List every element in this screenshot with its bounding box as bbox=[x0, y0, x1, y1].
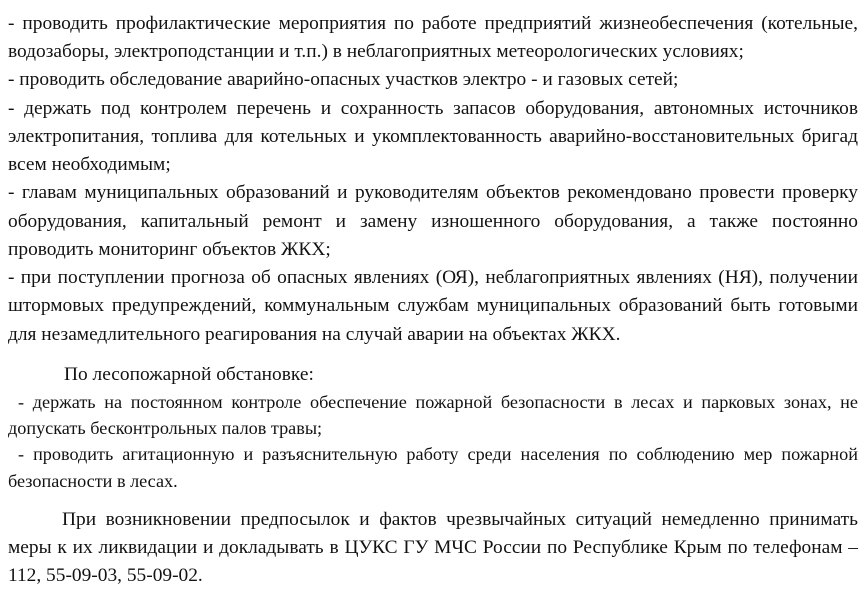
paragraph-bullet-forecast-response: - при поступлении прогноза об опасных явлениях (ОЯ), неблагоприятных явлениях (НЯ), получении штормовых предупреждений, коммунальным службам муниципальных образований быть готовыми для незамедлительного реагирования на случай аварии на объектах ЖКХ. bbox=[8, 267, 858, 345]
paragraph-bullet-fire-safety-control: - держать на постоянном контроле обеспечение пожарной безопасности в лесах и парковых зонах, не допускать бесконтрольных палов травы; bbox=[8, 392, 858, 439]
paragraph-bullet-municipal-heads: - главам муниципальных образований и руководителям объектов рекомендовано провести проверку оборудования, капитальный ремонт и замену изношенного оборудования, а также постоянно проводить мониторинг объектов ЖКХ; bbox=[8, 182, 858, 260]
paragraph-bullet-equipment-reserves: - держать под контролем перечень и сохранность запасов оборудования, автономных источников электропитания, топлива для котельных и укомплектованность аварийно-восстановительных бригад всем необходимым; bbox=[8, 97, 858, 176]
paragraph-emergency-reporting: При возникновении предпосылок и фактов чрезвычайных ситуаций немедленно принимать меры к их ликвидации и докладывать в ЦУКС ГУ МЧС России по Республике Крым по телефонам – 112, 55-09-03, 55-09-02. bbox=[8, 508, 858, 587]
document-body bbox=[8, 10, 858, 591]
section-heading-forest-fire: По лесопожарной обстановке: bbox=[64, 363, 314, 385]
paragraph-bullet-preventive-measures: - проводить профилактические мероприятия по работе предприятий жизнеобеспечения (котельные, водозаборы, электроподстанции и т.п.) в неблагоприятных метеорологических условиях; bbox=[8, 13, 858, 63]
paragraph-bullet-public-awareness: - проводить агитационную и разъяснительную работу среди населения по соблюдению мер пожарной безопасности в лесах. bbox=[8, 444, 858, 491]
paragraph-bullet-network-inspection: - проводить обследование аварийно-опасных участков электро - и газовых сетей; bbox=[8, 69, 679, 91]
